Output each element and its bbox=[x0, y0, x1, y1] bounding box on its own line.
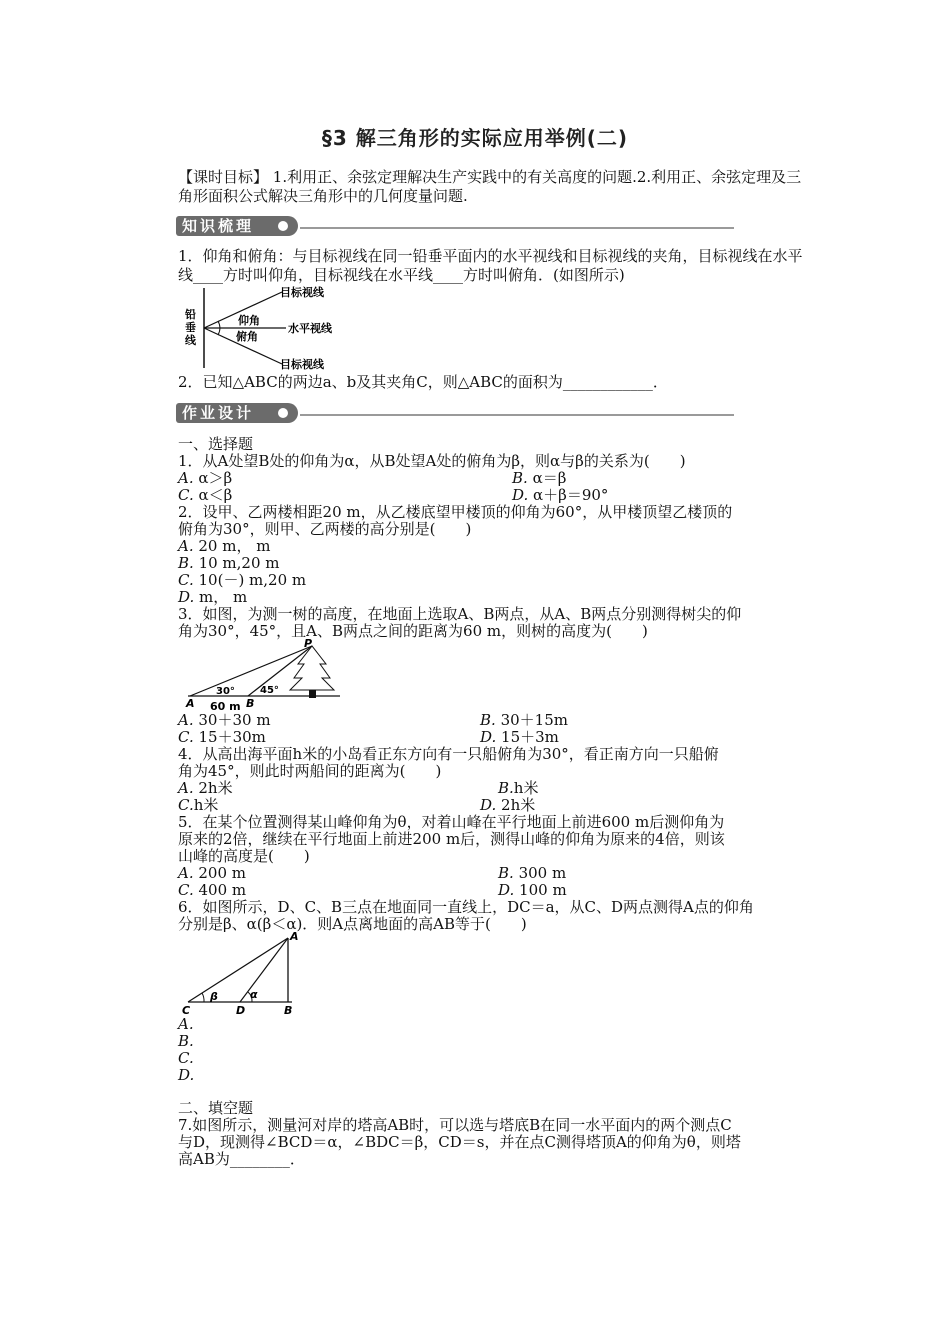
q6-option-d: D. bbox=[178, 1066, 195, 1084]
q2-option-c: C. 10(－) m,20 m bbox=[178, 571, 307, 589]
lesson-objectives bbox=[178, 168, 808, 206]
point-b-label: B bbox=[246, 697, 255, 710]
q6-option-b: B. bbox=[178, 1032, 194, 1050]
q2-stem-2: 俯角为30°，则甲、乙两楼的高分别是( ) bbox=[178, 520, 472, 538]
angle-30-label: 30° bbox=[216, 686, 235, 697]
banner-rule bbox=[300, 227, 734, 229]
q1-stem: 1．从A处望B处的仰角为α，从B处望A处的俯角为β，则α与β的关系为( ) bbox=[178, 452, 686, 470]
tree-trunk bbox=[309, 690, 316, 698]
q3-option-a: A. 30＋30 m bbox=[178, 711, 271, 729]
banner-dot-icon bbox=[278, 221, 288, 231]
q5-stem-2: 原来的2倍，继续在平行地面上前进200 m后，测得山峰的仰角为原来的4倍，则该 bbox=[178, 830, 725, 848]
part-fill-in-blank: 二、填空题 bbox=[178, 1099, 254, 1117]
q5-option-a: A. 200 m bbox=[178, 864, 247, 882]
banner-label: 知识梳理 bbox=[176, 216, 298, 236]
q3-option-b: B. 30＋15m bbox=[480, 711, 568, 729]
down-sight-label: 目标视线 bbox=[280, 358, 324, 371]
elevation-label: 仰角 bbox=[238, 314, 260, 327]
up-sight-label: 目标视线 bbox=[280, 286, 324, 299]
point-a-label: A bbox=[186, 697, 195, 710]
elevation-depression-figure bbox=[180, 284, 350, 372]
q1-option-b: B. α＝β bbox=[512, 469, 567, 487]
banner-label: 作业设计 bbox=[176, 403, 298, 423]
q2-option-b: B. 10 m,20 m bbox=[178, 554, 280, 572]
q4-option-d: D. 2h米 bbox=[480, 796, 536, 814]
q5-option-d: D. 100 m bbox=[498, 881, 567, 899]
q6-stem-2: 分别是β、α(β＜α)．则A点离地面的高AB等于( ) bbox=[178, 915, 527, 933]
point-c-label: C bbox=[182, 1004, 191, 1016]
q7-stem-1: 7.如图所示，测量河对岸的塔高AB时，可以选与塔底B在同一水平面内的两个测点C bbox=[178, 1116, 732, 1134]
elevation-arc bbox=[218, 321, 220, 328]
objectives-label: 【课时目标】 bbox=[178, 168, 269, 186]
q3-stem-1: 3．如图，为测一树的高度，在地面上选取A、B两点，从A、B两点分别测得树尖的仰 bbox=[178, 605, 742, 623]
knowledge-item-1: 1．仰角和俯角：与目标视线在同一铅垂平面内的水平视线和目标视线的夹角，目标视线在水平线____方时叫仰角，目标视线在水平线____方时叫俯角．(如图所示) bbox=[178, 247, 803, 284]
q7-stem-3: 高AB为________． bbox=[178, 1150, 305, 1168]
horizontal-label: 水平视线 bbox=[288, 322, 332, 335]
q6-option-a: A. bbox=[178, 1015, 194, 1033]
page-title: §3 解三角形的实际应用举例(二) bbox=[321, 126, 629, 150]
vertical-label-1: 铅 bbox=[185, 308, 196, 321]
banner-dot-icon bbox=[278, 408, 288, 418]
q4-stem-1: 4．从高出海平面h米的小岛看正东方向有一只船俯角为30°，看正南方向一只船俯 bbox=[178, 745, 719, 763]
q4-stem-2: 角为45°，则此时两船间的距离为( ) bbox=[178, 762, 442, 780]
distance-label: 60 m bbox=[210, 700, 241, 712]
point-a-label: A bbox=[290, 930, 299, 943]
height-ab-figure bbox=[180, 930, 310, 1016]
q2-option-d: D. m， m bbox=[178, 588, 248, 606]
line-ca bbox=[188, 938, 288, 1002]
depression-arc bbox=[218, 328, 220, 335]
point-b-label: B bbox=[284, 1004, 293, 1016]
q3-option-c: C. 15＋30m bbox=[178, 728, 266, 746]
q5-option-b: B. 300 m bbox=[498, 864, 567, 882]
q2-option-a: A. 20 m， m bbox=[178, 537, 271, 555]
depression-label: 俯角 bbox=[236, 330, 258, 343]
q3-stem-2: 角为30°，45°，且A、B两点之间的距离为60 m，则树的高度为( ) bbox=[178, 622, 648, 640]
q5-stem-3: 山峰的高度是( ) bbox=[178, 847, 310, 865]
alpha-label: α bbox=[250, 988, 258, 1001]
q7-stem-2: 与D，现测得∠BCD＝α，∠BDC＝β，CD＝s，并在点C测得塔顶A的仰角为θ，则塔 bbox=[178, 1133, 741, 1151]
beta-arc bbox=[202, 993, 204, 1002]
point-p-label: P bbox=[304, 638, 313, 650]
beta-label: β bbox=[210, 990, 218, 1003]
q4-option-b: B.h米 bbox=[498, 779, 539, 797]
q6-option-c: C. bbox=[178, 1049, 194, 1067]
point-d-label: D bbox=[236, 1004, 246, 1016]
q1-option-a: A. α＞β bbox=[178, 469, 233, 487]
banner-rule bbox=[300, 414, 734, 416]
line-da bbox=[240, 938, 288, 1002]
q2-stem-1: 2．设甲、乙两楼相距20 m，从乙楼底望甲楼顶的仰角为60°，从甲楼顶望乙楼顶的 bbox=[178, 503, 733, 521]
vertical-label-3: 线 bbox=[185, 334, 196, 347]
q4-option-c: C.h米 bbox=[178, 796, 219, 814]
objectives-text: 1.利用正、余弦定理解决生产实践中的有关高度的问题.2.利用正、余弦定理及三角形面积公式解决三角形中的几何度量问题. bbox=[178, 168, 802, 205]
q1-option-d: D. α＋β＝90° bbox=[512, 486, 609, 504]
angle-45-label: 45° bbox=[260, 685, 279, 696]
q1-option-c: C. α＜β bbox=[178, 486, 233, 504]
part-multiple-choice: 一、选择题 bbox=[178, 435, 254, 453]
knowledge-item-2: 2．已知△ABC的两边a、b及其夹角C，则△ABC的面积为____________． bbox=[178, 373, 668, 391]
vertical-label-2: 垂 bbox=[185, 321, 196, 334]
q3-option-d: D. 15＋3m bbox=[480, 728, 559, 746]
q4-option-a: A. 2h米 bbox=[178, 779, 233, 797]
q5-option-c: C. 400 m bbox=[178, 881, 247, 899]
q5-stem-1: 5．在某个位置测得某山峰仰角为θ，对着山峰在平行地面上前进600 m后测仰角为 bbox=[178, 813, 725, 831]
q6-stem-1: 6．如图所示，D、C、B三点在地面同一直线上，DC＝a，从C、D两点测得A点的仰角 bbox=[178, 898, 754, 916]
tree-height-figure bbox=[180, 638, 350, 712]
